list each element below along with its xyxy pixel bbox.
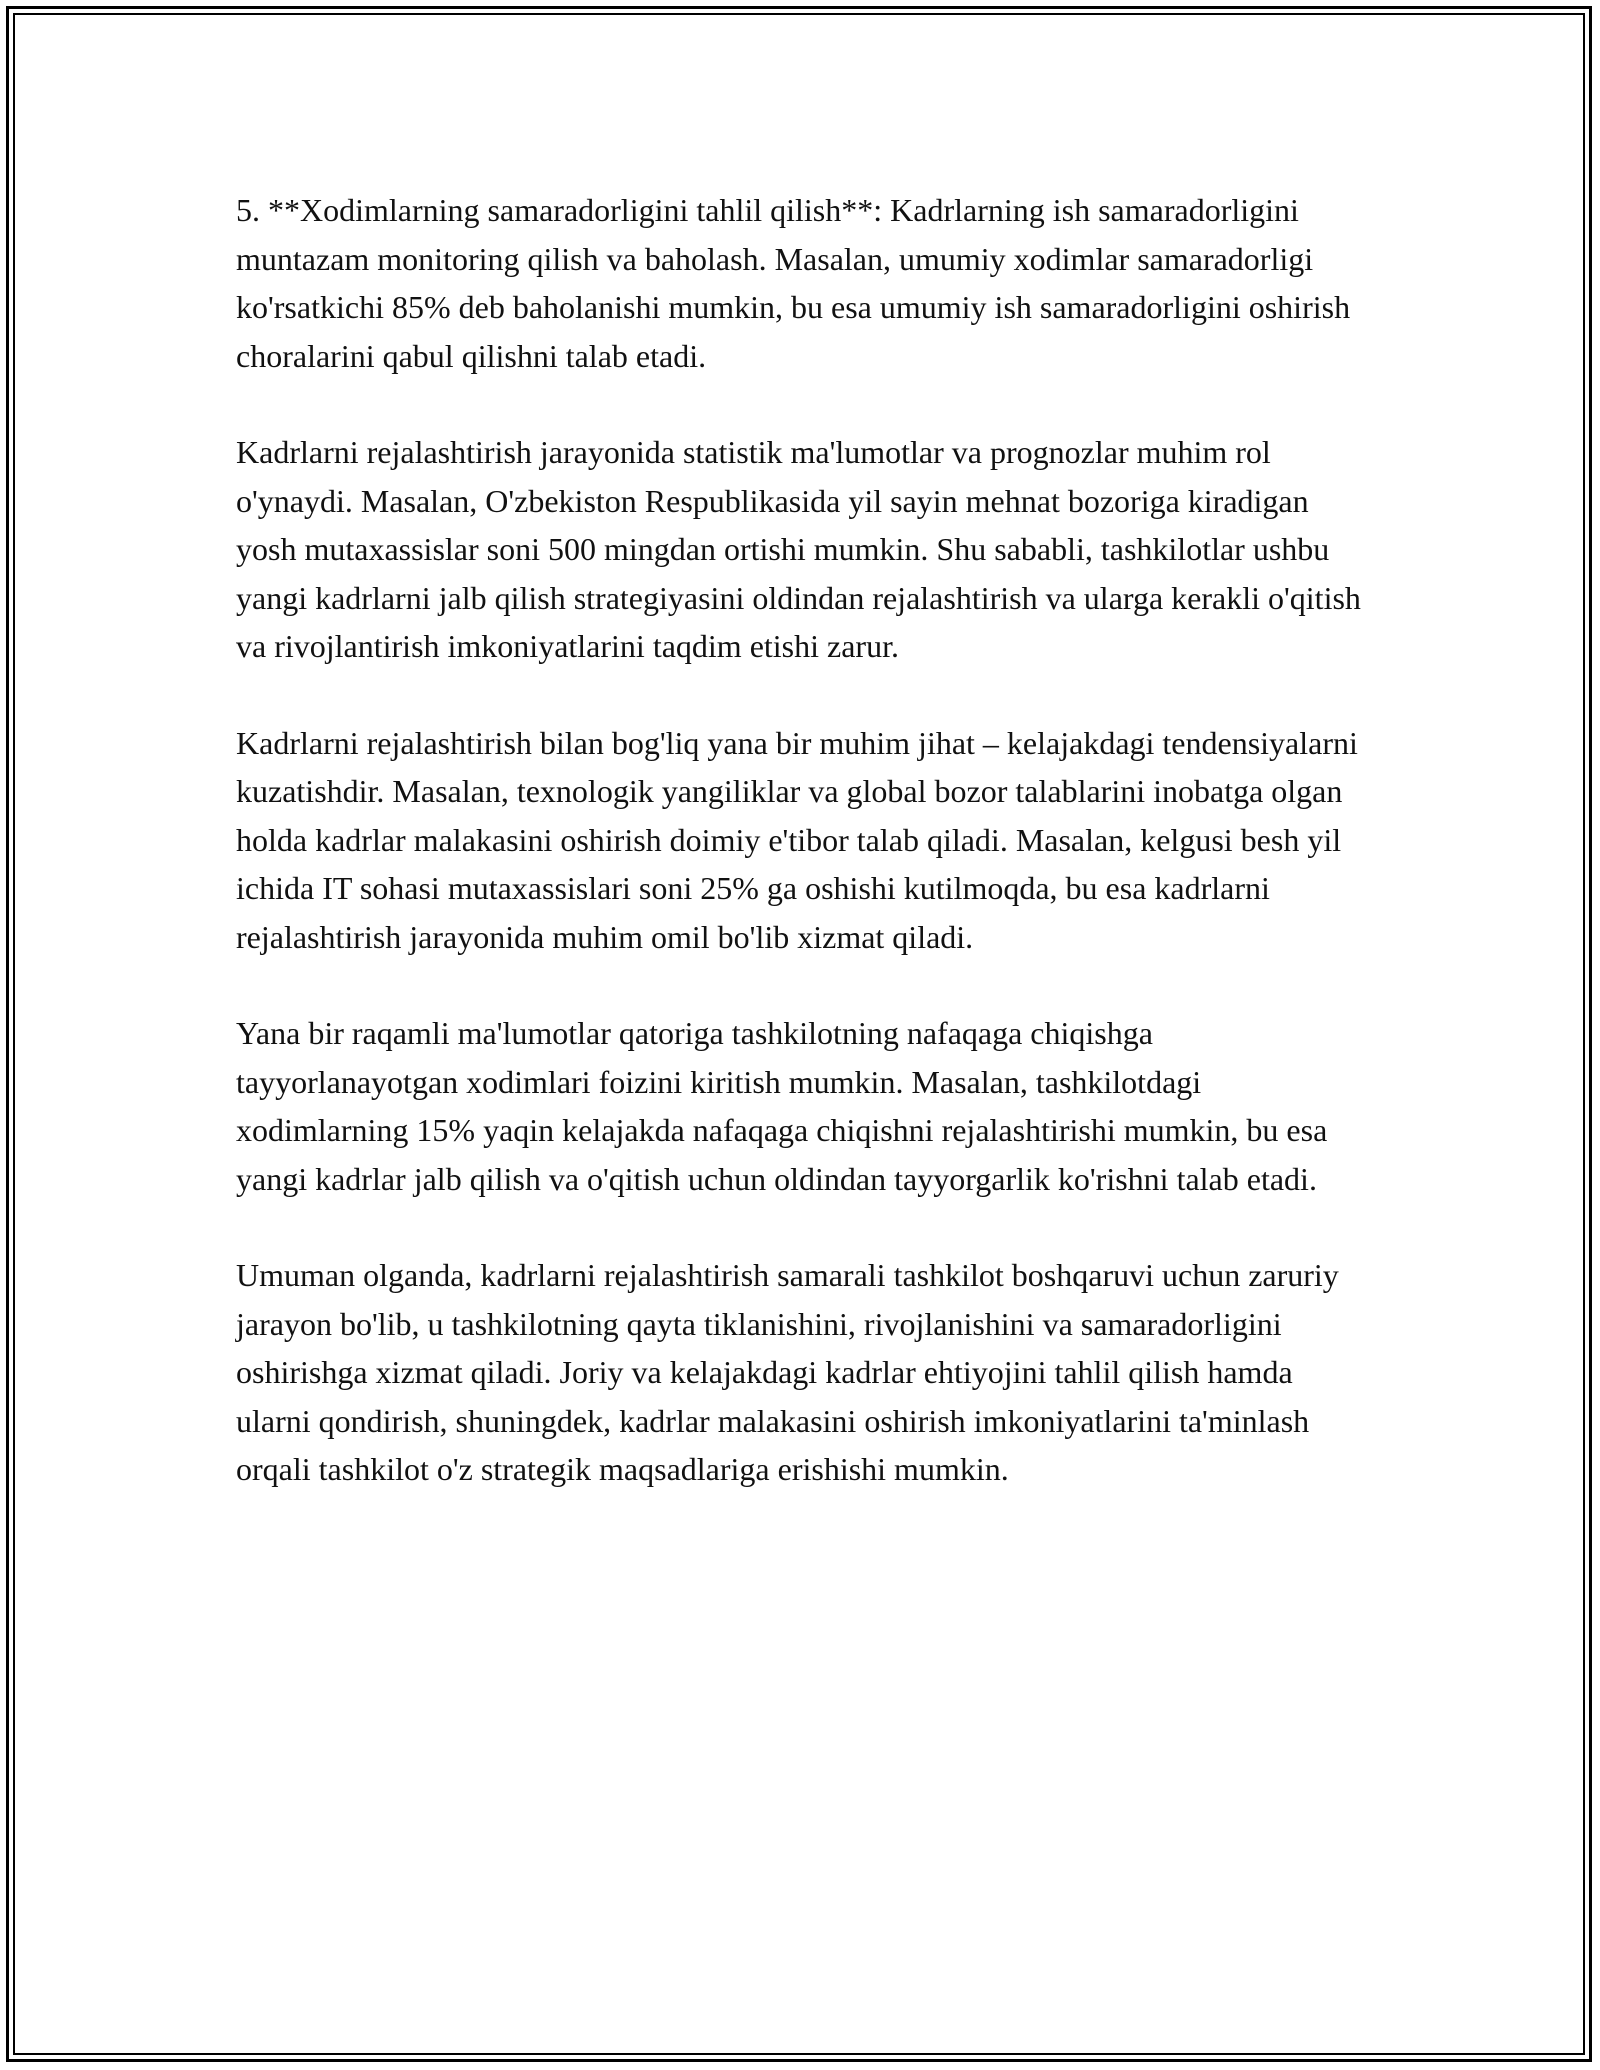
paragraph-4: Yana bir raqamli ma'lumotlar qatoriga tashkilotning nafaqaga chiqishga tayyorlanayotgan xodimlari foizini kiritish mumkin. Masalan, tashkilotdagi xodimlarning 15% yaqin kelajakda nafaqaga chiqishni rejalashtirishi mumkin, bu esa yangi kadrlar jalb qilish va o'qitish uchun oldindan tayyorgarlik ko'rishni talab etadi. — [236, 1015, 1328, 1197]
paragraph-3: Kadrlarni rejalashtirish bilan bog'liq yana bir muhim jihat – kelajakdagi tendensiyalarni kuzatishdir. Masalan, texnologik yangiliklar va global bozor talablarini inobatga olgan holda kadrlar malakasini oshirish doimiy e'tibor talab qiladi. Masalan, kelgusi besh yil ichida IT sohasi mutaxassislari soni 25% ga oshishi kutilmoqda, bu esa kadrlarni rejalashtirish jarayonida muhim omil bo'lib xizmat qiladi. — [236, 724, 1358, 955]
paragraph-2: Kadrlarni rejalashtirish jarayonida statistik ma'lumotlar va prognozlar muhim rol o'ynaydi. Masalan, O'zbekiston Respublikasida yil sayin mehnat bozoriga kiradigan yosh mutaxassislar soni 500 mingdan ortishi mumkin. Shu sababli, tashkilotlar ushbu yangi kadrlarni jalb qilish strategiyasini oldindan rejalashtirish va ularga kerakli o'qitish va rivojlantirish imkoniyatlarini taqdim etishi zarur. — [236, 434, 1361, 664]
paragraph-1: 5. **Xodimlarning samaradorligini tahlil qilish**: Kadrlarning ish samaradorligini muntazam monitoring qilish va baholash. Masalan, umumiy xodimlar samaradorligi ko'rsatkichi 85% deb baholanishi mumkin, bu esa umumiy ish samaradorligini oshirish choralarini qabul qilishni talab etadi. — [236, 192, 1351, 374]
document-body — [236, 186, 1364, 1494]
paragraph-5: Umuman olganda, kadrlarni rejalashtirish samarali tashkilot boshqaruvi uchun zaruriy jarayon bo'lib, u tashkilotning qayta tiklanishini, rivojlanishini va samaradorligini oshirishga xizmat qiladi. Joriy va kelajakdagi kadrlar ehtiyojini tahlil qilish hamda ularni qondirish, shuningdek, kadrlar malakasini oshirish imkoniyatlarini ta'minlash orqali tashkilot o'z strategik maqsadlariga erishishi mumkin. — [236, 1257, 1339, 1487]
